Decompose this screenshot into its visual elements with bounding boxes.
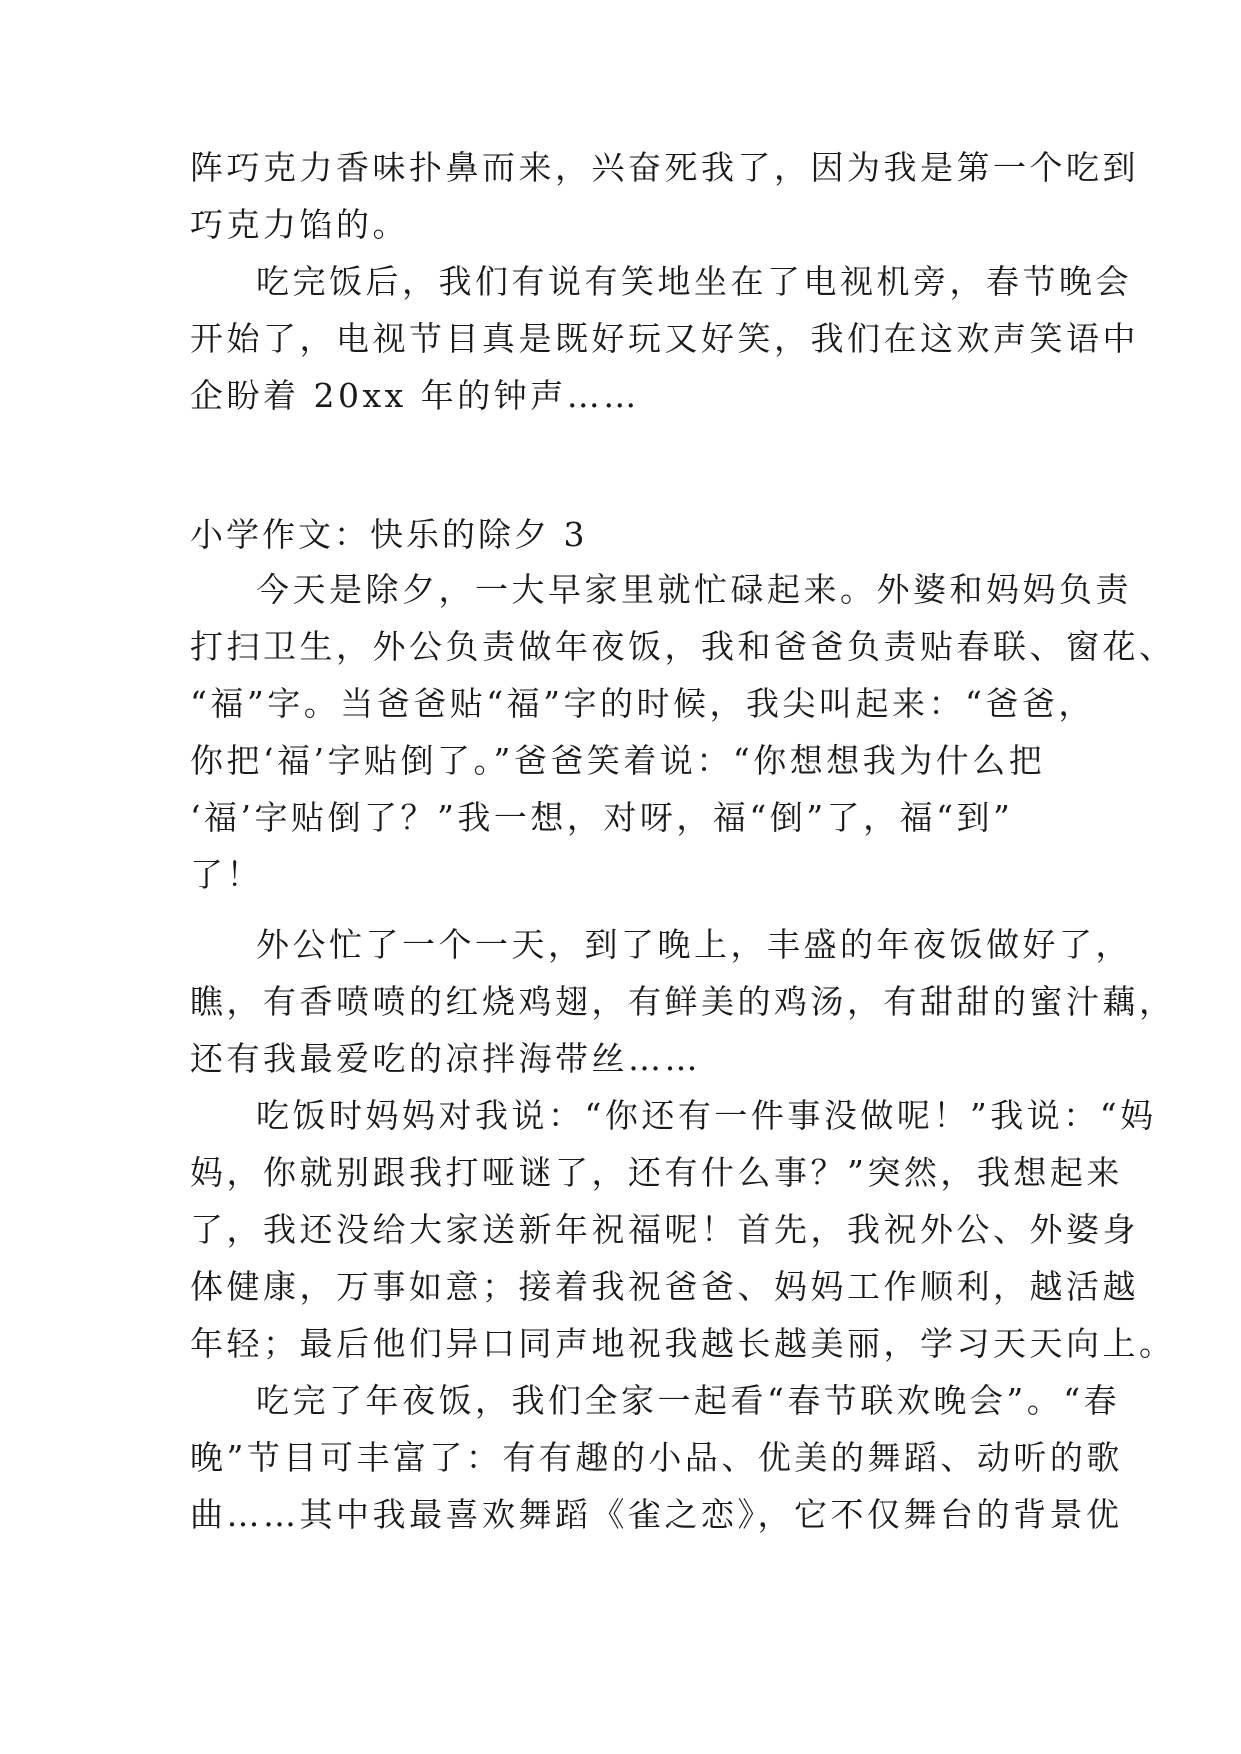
paragraph-line: 曲……其中我最喜欢舞蹈《雀之恋》，它不仅舞台的背景优 (190, 1495, 1123, 1534)
essay-heading: 小学作文：快乐的除夕 3 (190, 515, 588, 554)
paragraph-line: 巧克力馅的。 (190, 205, 409, 244)
paragraph-line: 打扫卫生，外公负责做年夜饭，我和爸爸负责贴春联、窗花、 (190, 627, 1176, 666)
paragraph-line: “福”字。当爸爸贴“福”字的时候，我尖叫起来：“爸爸， (190, 684, 1095, 723)
paragraph-line: 妈，你就别跟我打哑谜了，还有什么事？”突然，我想起来 (190, 1153, 1123, 1192)
paragraph-line: 吃完饭后，我们有说有笑地坐在了电视机旁，春节晚会 (256, 262, 1132, 301)
paragraph-line: 晚”节目可丰富了：有有趣的小品、优美的舞蹈、动听的歌 (190, 1438, 1123, 1477)
paragraph-line: 吃完了年夜饭，我们全家一起看“春节联欢晚会”。“春 (256, 1381, 1121, 1420)
paragraph-line: 了，我还没给大家送新年祝福呢！首先，我祝外公、外婆身 (190, 1210, 1139, 1249)
paragraph-line: 企盼着 20xx 年的钟声…… (190, 376, 640, 415)
paragraph-line: 开始了，电视节目真是既好玩又好笑，我们在这欢声笑语中 (190, 319, 1139, 358)
paragraph-line: 年轻；最后他们异口同声地祝我越长越美丽，学习天天向上。 (190, 1324, 1176, 1363)
paragraph-line: 了！ (190, 855, 263, 894)
paragraph-line: 还有我最爱吃的凉拌海带丝…… (190, 1039, 701, 1078)
paragraph-line: 瞧，有香喷喷的红烧鸡翅，有鲜美的鸡汤，有甜甜的蜜汁藕， (190, 982, 1176, 1021)
paragraph-line: 体健康，万事如意；接着我祝爸爸、妈妈工作顺利，越活越 (190, 1267, 1139, 1306)
paragraph-line: 吃饭时妈妈对我说：“你还有一件事没做呢！”我说：“妈 (256, 1096, 1157, 1135)
paragraph-line: 今天是除夕，一大早家里就忙碌起来。外婆和妈妈负责 (256, 570, 1132, 609)
paragraph-line: 阵巧克力香味扑鼻而来，兴奋死我了，因为我是第一个吃到 (190, 148, 1139, 187)
paragraph-line: 外公忙了一个一天，到了晚上，丰盛的年夜饭做好了， (256, 925, 1132, 964)
paragraph-line: ‘福’字贴倒了？”我一想，对呀，福“倒”了，福“到” (190, 798, 1014, 837)
paragraph-line: 你把‘福’字贴倒了。”爸爸笑着说：“你想想我为什么把 (190, 741, 1046, 780)
